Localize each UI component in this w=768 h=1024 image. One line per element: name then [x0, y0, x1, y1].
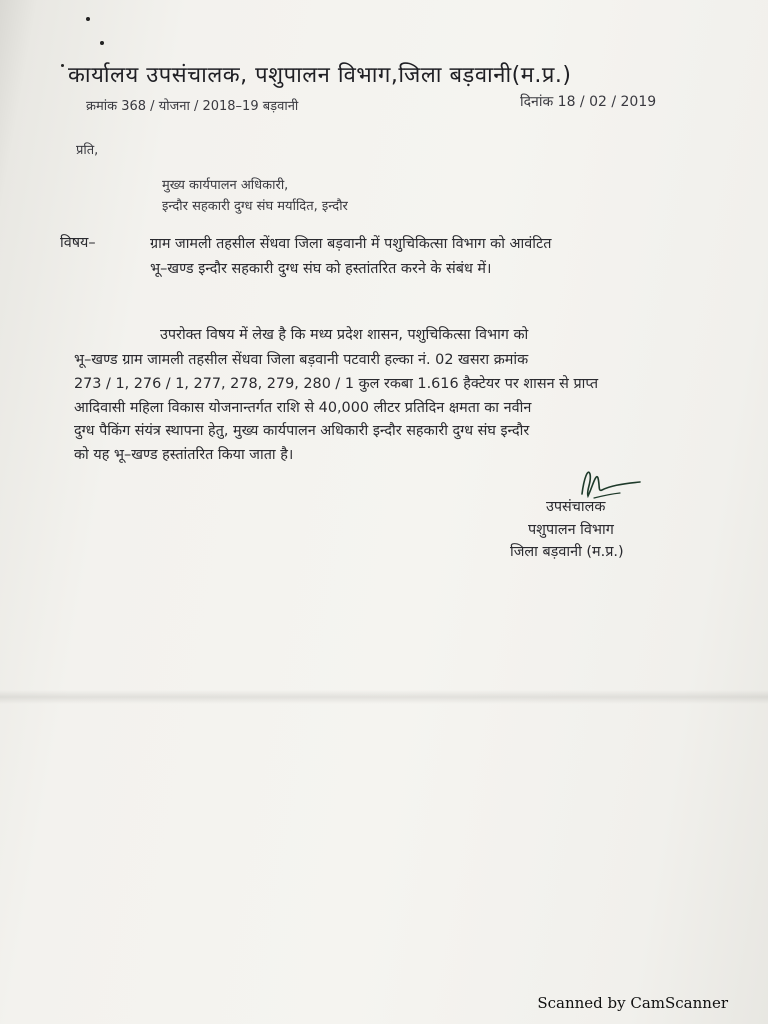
subject-label: विषय–	[60, 235, 96, 251]
body-line: आदिवासी महिला विकास योजनान्तर्गत राशि से 40,000 लीटर प्रतिदिन क्षमता का नवीन	[74, 400, 532, 416]
body-line: दुग्ध पैकिंग संयंत्र स्थापना हेतु, मुख्य कार्यपालन अधिकारी इन्दौर सहकारी दुग्ध संघ इन्दौर	[74, 423, 530, 439]
body-line: 273 / 1, 276 / 1, 277, 278, 279, 280 / 1 कुल रकबा 1.616 हैक्टेयर पर शासन से प्राप्त	[74, 376, 599, 392]
letter-date: दिनांक 18 / 02 / 2019	[520, 94, 657, 110]
speck-mark	[61, 64, 64, 67]
paper-fold-shadow	[0, 690, 768, 704]
office-title: कार्यालय उपसंचालक, पशुपालन विभाग,जिला बड़वानी(म.प्र.)	[68, 63, 572, 88]
scanner-watermark: Scanned by CamScanner	[537, 994, 728, 1012]
subject-line: भू–खण्ड इन्दौर सहकारी दुग्ध संघ को हस्तांतरित करने के संबंध में।	[150, 261, 492, 277]
signatory-district: जिला बड़वानी (म.प्र.)	[510, 544, 624, 560]
recipient-organization: इन्दौर सहकारी दुग्ध संघ मर्यादित, इन्दौर	[162, 199, 348, 214]
speck-mark	[86, 17, 90, 21]
reference-number: क्रमांक 368 / योजना / 2018–19 बड़वानी	[86, 99, 299, 114]
signatory-department: पशुपालन विभाग	[528, 522, 614, 538]
body-line: उपरोक्त विषय में लेख है कि मध्य प्रदेश शासन, पशुचिकित्सा विभाग को	[160, 327, 529, 343]
body-line: को यह भू–खण्ड हस्तांतरित किया जाता है।	[74, 447, 294, 463]
body-line: भू–खण्ड ग्राम जामली तहसील सेंधवा जिला बड़वानी पटवारी हल्का नं. 02 खसरा क्रमांक	[74, 352, 529, 368]
recipient-designation: मुख्य कार्यपालन अधिकारी,	[162, 178, 289, 193]
signatory-designation: उपसंचालक	[546, 499, 606, 515]
speck-mark	[100, 41, 104, 45]
subject-line: ग्राम जामली तहसील सेंधवा जिला बड़वानी में पशुचिकित्सा विभाग को आवंटित	[150, 236, 552, 252]
recipient-prefix: प्रति,	[76, 143, 99, 158]
